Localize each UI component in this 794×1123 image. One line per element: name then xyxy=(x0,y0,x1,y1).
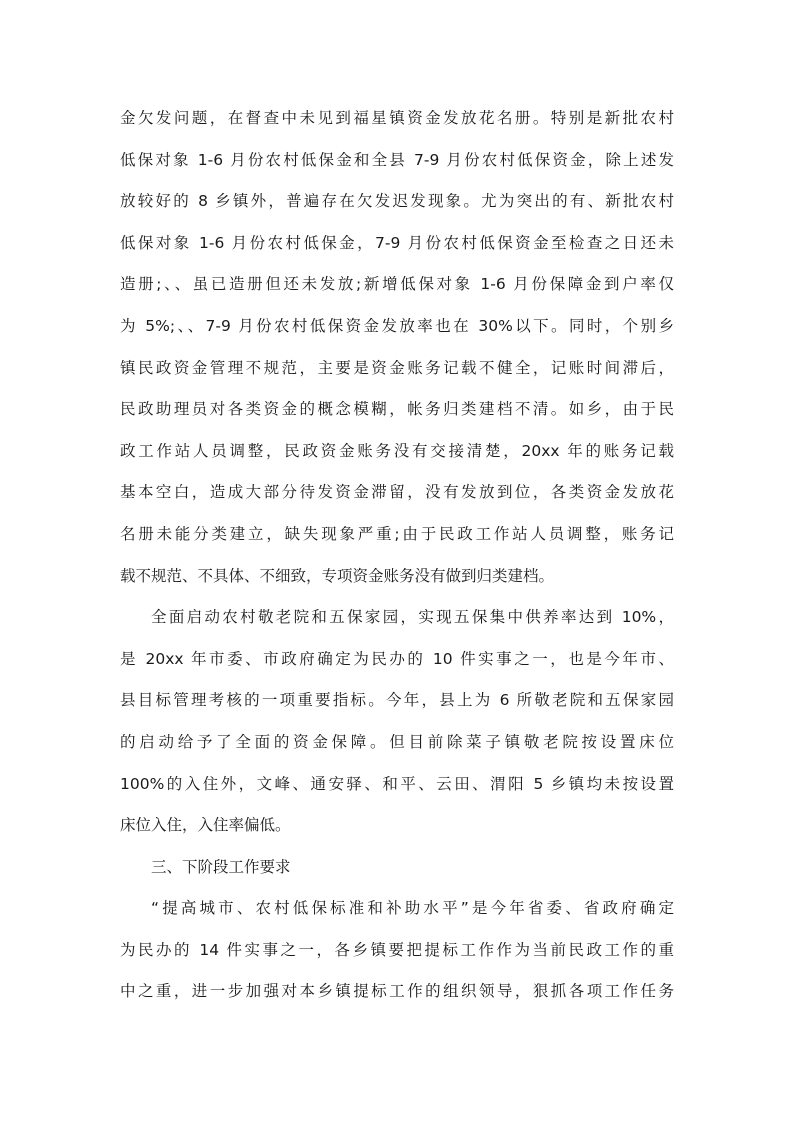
text-line: 载不规范、不具体、不细致，专项资金账务没有做到归类建档。 xyxy=(120,566,555,585)
text-line: 基本空白，造成大部分待发资金滞留，没有发放到位，各类资金发放花 xyxy=(120,483,674,502)
text-line: 镇民政资金管理不规范，主要是资金账务记载不健全，记账时间滞后， xyxy=(120,358,674,377)
text-line: 政工作站人员调整，民政资金账务没有交接清楚，20xx 年的账务记载 xyxy=(120,441,674,460)
text-line: 全面启动农村敬老院和五保家园，实现五保集中供养率达到 10%， xyxy=(151,608,674,627)
text-line: 中之重，进一步加强对本乡镇提标工作的组织领导，狠抓各项工作任务 xyxy=(120,982,674,1001)
text-line: 低保对象 1-6 月份农村低保金，7-9 月份农村低保资金至检查之日还未 xyxy=(120,233,674,252)
text-line: 造册;、、虽已造册但还未发放;新增低保对象 1-6 月份保障金到户率仅 xyxy=(120,275,674,294)
text-line: 是 20xx 年市委、市政府确定为民办的 10 件实事之一，也是今年市、 xyxy=(120,649,674,668)
text-line: 为 5%;、、7-9 月份农村低保资金发放率也在 30%以下。同时，个别乡 xyxy=(120,316,674,335)
text-line: 县目标管理考核的一项重要指标。今年，县上为 6 所敬老院和五保家园 xyxy=(120,691,674,710)
text-line: 金欠发问题，在督查中未见到福星镇资金发放花名册。特别是新批农村 xyxy=(120,109,674,127)
text-line: 名册未能分类建立，缺失现象严重;由于民政工作站人员调整，账务记 xyxy=(120,524,674,543)
text-line: 低保对象 1-6 月份农村低保金和全县 7-9 月份农村低保资金，除上述发 xyxy=(120,150,674,169)
text-line: “提高城市、农村低保标准和补助水平”是今年省委、省政府确定 xyxy=(151,899,674,918)
text-line: 床位入住，入住率偏低。 xyxy=(120,816,291,835)
text-line: 放较好的 8 乡镇外，普遍存在欠发迟发现象。尤为突出的有、新批农村 xyxy=(120,192,674,211)
text-line: 三、下阶段工作要求 xyxy=(151,857,291,876)
text-line: 的启动给予了全面的资金保障。但目前除菜子镇敬老院按设置床位 xyxy=(120,732,674,751)
body-text xyxy=(120,98,674,1013)
text-line: 民政助理员对各类资金的概念模糊，帐务归类建档不清。如乡，由于民 xyxy=(120,400,674,419)
text-line: 为民办的 14 件实事之一，各乡镇要把提标工作作为当前民政工作的重 xyxy=(120,940,674,959)
text-line: 100%的入住外，文峰、通安驿、和平、云田、渭阳 5 乡镇均未按设置 xyxy=(120,774,674,793)
